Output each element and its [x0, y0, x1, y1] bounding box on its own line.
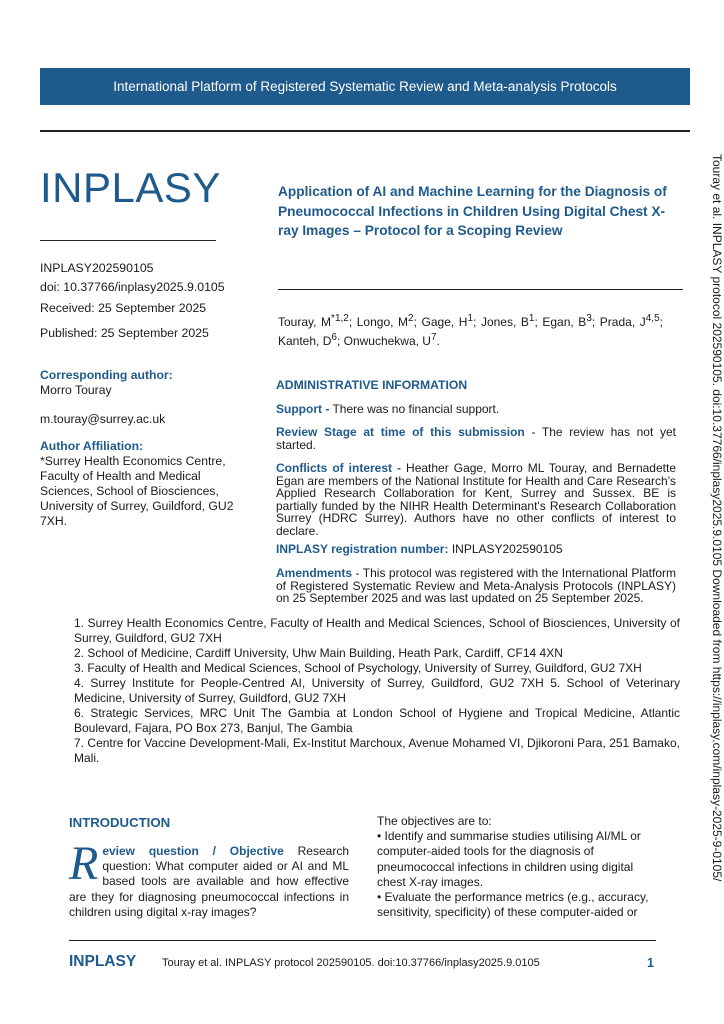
corresponding-name: Morro Touray — [40, 383, 112, 397]
affiliation-heading: Author Affiliation: — [40, 439, 144, 453]
footer-divider — [69, 940, 656, 941]
author-info-column — [40, 368, 250, 529]
affiliation-item: 1. Surrey Health Economics Centre, Faculty of Health and Medical Sciences, School of Biosciences, University of Surrey, Guildford, GU2 7XH — [74, 616, 680, 645]
author-affil: 3 — [586, 313, 592, 324]
article-title: Application of AI and Machine Learning for the Diagnosis of Pneumococcal Infections in Children Using Digital Chest X-ray Images – Protocol for a Scoping Review — [278, 184, 667, 238]
author-list — [278, 311, 663, 349]
registration-number: INPLASY202590105 — [448, 542, 563, 556]
author-affil: *1,2 — [331, 313, 349, 324]
support-text: There was no financial support. — [329, 402, 500, 416]
affiliation-text: *Surrey Health Economics Centre, Faculty of Health and Medical Sciences, School of Biosciences, University of Surrey, Guildford, GU2 7XH. — [40, 454, 234, 528]
received-date: Received: 25 September 2025 — [40, 301, 207, 315]
objectives-lead: The objectives are to: — [377, 814, 492, 828]
footer-citation: Touray et al. INPLASY protocol 202590105. doi:10.37766/inplasy2025.9.0105 — [162, 957, 540, 969]
published-date: Published: 25 September 2025 — [40, 326, 209, 340]
support-section — [276, 403, 676, 416]
author-name: ; Onwuchekwa, U — [336, 334, 431, 348]
objective-item: • Evaluate the performance metrics (e.g., accuracy, sensitivity, specificity) of these computer-aided or — [377, 890, 649, 920]
journal-brand: INPLASY — [40, 164, 221, 211]
author-affil: 1 — [467, 313, 474, 324]
author-name: ; Kanteh, D — [278, 315, 663, 348]
author-affil: 7 — [430, 332, 437, 343]
author-name: ; Prada, J — [591, 315, 646, 329]
amendments-text: - This protocol was registered with the International Platform of Registered Systematic Review and Meta-Analysis Protocols (INPLASY) on 25 September 2025 and was last updated on 25 September 2025. — [276, 566, 676, 605]
affiliation-item: 3. Faculty of Health and Medical Sciences, School of Psychology, University of Surrey, Guildford, GU2 7XH — [74, 661, 642, 675]
objectives — [377, 814, 657, 920]
registration-label: INPLASY registration number: — [276, 542, 449, 556]
author-name: ; Gage, H — [413, 315, 468, 329]
registration-section — [276, 543, 676, 556]
author-affil: 4,5 — [645, 313, 660, 324]
drop-cap: R — [69, 837, 99, 890]
author-affil: 1 — [528, 313, 535, 324]
page-number: 1 — [647, 956, 654, 970]
conflicts-section — [276, 462, 676, 537]
footer-brand: INPLASY — [69, 953, 137, 970]
author-name: ; Egan, B — [534, 315, 587, 329]
affiliation-list — [74, 616, 680, 766]
title-divider — [278, 289, 683, 290]
affiliation-item: 7. Centre for Vaccine Development-Mali, Ex-Institut Marchoux, Avenue Mohamed VI, Djikoroni Para, 251 Bamako, Mali. — [74, 736, 680, 765]
author-list-end: . — [436, 334, 440, 348]
corresponding-email[interactable]: m.touray@surrey.ac.uk — [40, 412, 166, 426]
admin-heading: ADMINISTRATIVE INFORMATION — [276, 378, 468, 392]
review-stage-section — [276, 426, 676, 451]
affiliation-item: 6. Strategic Services, MRC Unit The Gambia at London School of Hygiene and Tropical Medicine, Atlantic Boulevard, Fajara, PO Box 273, Banjul, The Gambia — [74, 706, 680, 735]
author-affil: 2 — [408, 313, 414, 324]
top-divider — [40, 130, 690, 132]
introduction-heading: INTRODUCTION — [69, 815, 171, 830]
corresponding-heading: Corresponding author: — [40, 368, 173, 382]
amendments-label: Amendments — [276, 566, 353, 580]
author-name: Touray, M — [278, 315, 332, 329]
affiliation-item: 2. School of Medicine, Cardiff University, Uhw Main Building, Heath Park, Cardiff, CF14 4XN — [74, 646, 563, 660]
protocol-id: INPLASY202590105 — [40, 261, 154, 275]
conflicts-label: Conflicts of interest - — [276, 461, 402, 475]
objective-item: • Identify and summarise studies utilising AI/ML or computer-aided tools for the diagnosis of pneumococcal infections in children using digital chest X-ray images. — [377, 829, 641, 889]
review-stage-label: Review Stage at time of this submission — [276, 425, 525, 439]
review-stage-text: - The review has not yet started. — [276, 425, 676, 452]
brand-divider — [40, 240, 216, 241]
journal-banner: International Platform of Registered Systematic Review and Meta-analysis Protocols — [40, 68, 690, 105]
author-name: ; Jones, B — [473, 315, 529, 329]
conflicts-text: Heather Gage, Morro ML Touray, and Bernadette Egan are members of the National Institute for Health and Care Research's Applied Research Collaboration for Kent, Surrey and Sussex. BE is partially funded by the NIHR Health Determinant's Research Collaboration Surrey (HDRC Surrey). Authors have no other conflicts of interest to declare. — [276, 461, 676, 538]
support-label: Support - — [276, 402, 330, 416]
author-name: ; Longo, M — [348, 315, 409, 329]
amendments-section — [276, 567, 676, 605]
review-question-text: Research question: What computer aided or AI and ML based tools are available and how effective are they for diagnosing pneumococcal infections in children using digital x-ray images? — [69, 844, 349, 919]
review-question-label: eview question / Objective — [102, 844, 284, 858]
doi[interactable]: doi: 10.37766/inplasy2025.9.0105 — [40, 280, 225, 294]
author-affil: 6 — [331, 332, 337, 343]
review-question — [69, 837, 349, 920]
side-download-note: Touray et al. INPLASY protocol 202590105. doi:10.37766/inplasy2025.9.0105 Downloaded from https://inplasy.com/inplasy-2025-9-0105/ — [710, 154, 724, 882]
affiliation-item: 4. Surrey Institute for People-Centred AI, University of Surrey, Guildford, GU2 7XH 5. School of Veterinary Medicine, University of Surrey, Guildford, GU2 7XH — [74, 676, 680, 705]
